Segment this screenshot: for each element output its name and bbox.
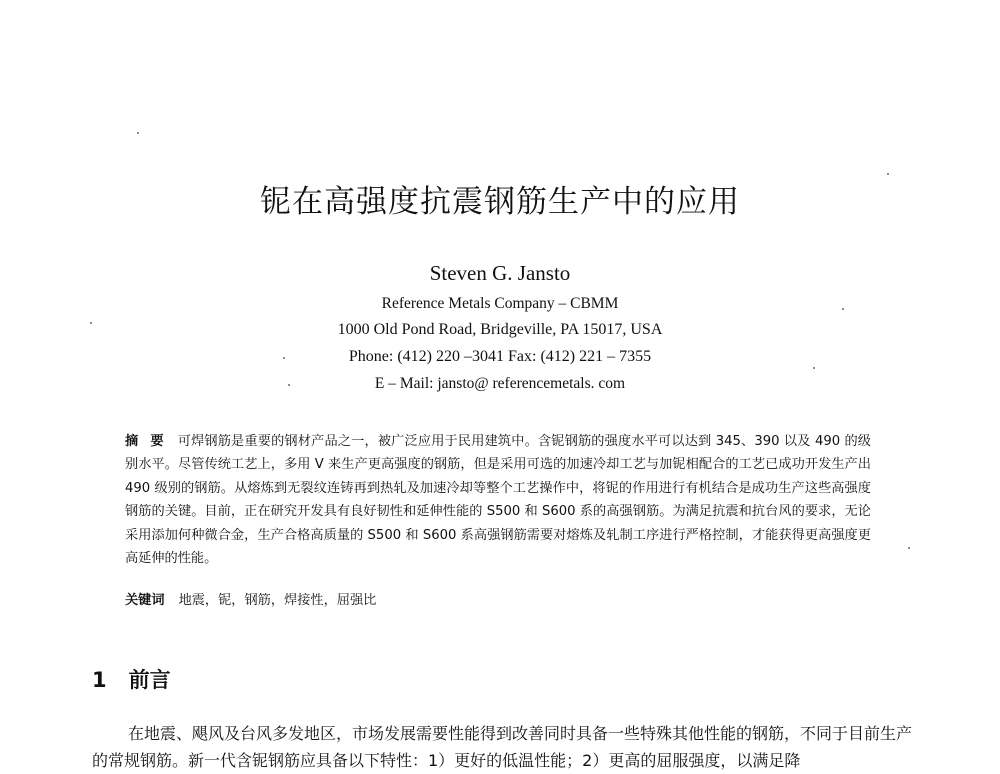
scan-speck xyxy=(813,367,815,369)
scan-speck xyxy=(887,173,889,175)
abstract-block xyxy=(125,430,871,570)
section-number: 1 xyxy=(92,668,107,692)
affiliation-email: E – Mail: jansto@ referencemetals. com xyxy=(374,375,626,392)
affiliation-phone-fax: Phone: (412) 220 –3041 Fax: (412) 221 – 7355 xyxy=(348,348,652,365)
keywords-block xyxy=(125,591,871,611)
section-heading xyxy=(92,664,171,694)
affiliation-address: 1000 Old Pond Road, Bridgeville, PA 15017, USA xyxy=(337,321,663,338)
section-body-text: 在地震、飓风及台风多发地区，市场发展需要性能得到改善同时具备一些特殊其他性能的钢筋，不同于目前生产的常规钢筋。新一代含铌钢筋应具备以下特性：1）更好的低温性能；2）更高的屈服强度，以满足降 xyxy=(92,724,913,770)
scan-speck xyxy=(842,308,844,310)
scan-speck xyxy=(288,384,290,386)
paper-title: 铌在高强度抗震钢筋生产中的应用 xyxy=(260,184,740,220)
scan-speck xyxy=(908,547,910,549)
scan-speck xyxy=(90,322,92,324)
keywords-text: 地震，铌，钢筋，焊接性，屈强比 xyxy=(178,593,377,608)
abstract-text: 可焊钢筋是重要的钢材产品之一，被广泛应用于民用建筑中。含铌钢筋的强度水平可以达到 345、390 以及 490 的级别水平。尽管传统工艺上，多用 V 来生产更高强度的钢筋，但是采用可选的加速冷却工艺与加铌相配合的工艺已成功开发生产出 490 级别的钢筋。从熔炼到无裂纹连铸再到热轧及加速冷却等整个工艺操作中，将铌的作用进行有机结合是成功生产这些高强度钢筋的关键。目前，正在研究开发具有良好韧性和延伸性能的 S500 和 S600 系的高强钢筋。为满足抗震和抗台风的要求，无论采用添加何种微合金，生产合格高质量的 S500 和 S600 系高强钢筋需要对熔炼及轧制工序进行严格控制，才能获得更高强度更高延伸的性能。 xyxy=(125,434,871,567)
keywords-label: 关键词 xyxy=(125,593,165,608)
author-name: Steven G. Jansto xyxy=(429,261,571,285)
scan-speck xyxy=(137,132,139,134)
section-title: 前言 xyxy=(128,668,171,692)
affiliation-company: Reference Metals Company – CBMM xyxy=(381,295,619,312)
scan-speck xyxy=(283,357,285,359)
abstract-label: 摘要 xyxy=(125,434,176,449)
